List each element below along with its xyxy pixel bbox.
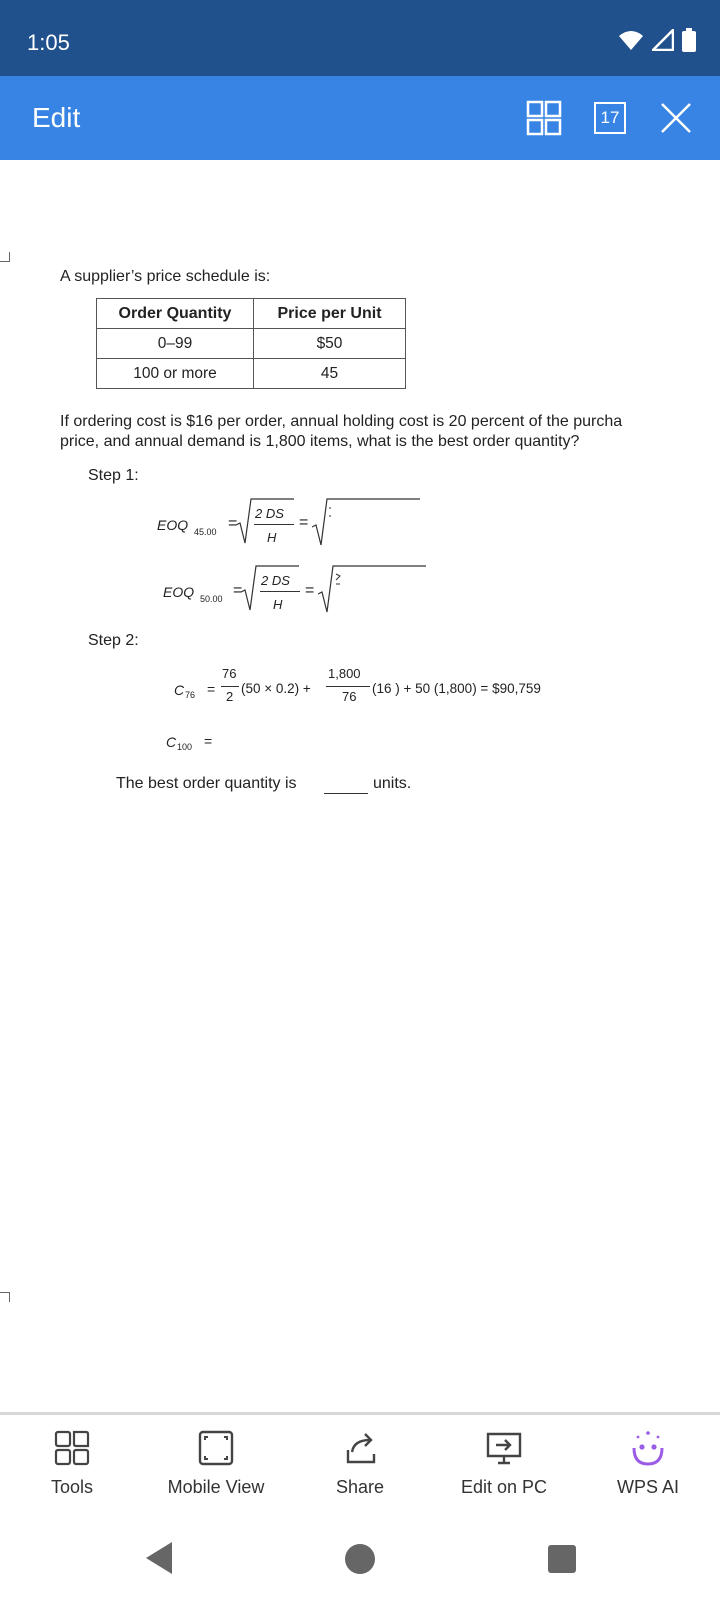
answer-suffix: units. [373,775,412,792]
fraction-numerator: 1,800 [328,666,361,681]
fraction-bar [221,686,239,687]
fraction-denominator: H [267,530,277,545]
equals-sign: = [305,582,315,599]
tools-button[interactable] [12,1425,132,1498]
question-line-2: price, and annual demand is 1,800 items, what is the best order quantity? [60,433,580,450]
mobile-view-icon [196,1428,236,1468]
page-corner-mark [0,1292,10,1302]
share-button[interactable] [300,1425,420,1498]
status-icons [618,28,696,52]
table-cell: $50 [254,329,406,359]
system-navigation-bar [0,1515,720,1600]
equals-sign: = [233,582,243,599]
edit-on-pc-icon [484,1428,524,1468]
equals-sign: = [299,514,309,531]
step1-label: Step 1: [88,467,139,484]
table-row [97,359,406,389]
mobile-view-label: Mobile View [167,1477,265,1497]
status-bar [0,0,720,76]
eoq-subscript: 50.00 [200,594,223,604]
mobile-view-button[interactable] [156,1425,276,1498]
price-schedule-table [96,298,406,389]
header-price-per-unit: Price per Unit [254,299,406,329]
tools-grid-icon [52,1428,92,1468]
cost-subscript: 76 [185,690,196,700]
app-bar [0,76,720,160]
eoq-label: EOQ [157,517,189,533]
fraction-denominator: 76 [342,689,357,704]
answer-prefix: The best order quantity is [116,775,297,792]
wps-ai-label: WPS AI [616,1477,679,1497]
status-time: 1:05 [27,30,70,55]
step2-label: Step 2: [88,632,139,649]
page-count-button[interactable] [590,98,630,138]
fraction-denominator: H [273,597,283,612]
edit-on-pc-button[interactable] [444,1425,564,1498]
app-actions [524,98,696,138]
close-button[interactable] [656,98,696,138]
table-cell: 0–99 [97,329,254,359]
eoq-subscript: 45.00 [194,527,217,537]
fraction-numerator: 2 DS [255,506,284,521]
equation-tail: (16 ) + 50 (1,800) = $90,759 [372,681,541,696]
app-title: Edit [32,102,81,133]
fraction-bar [326,686,370,687]
signal-icon [652,29,674,51]
bottom-toolbar [0,1415,720,1515]
table-cell: 100 or more [97,359,254,389]
fraction-bar [254,524,294,525]
fraction-bar [260,591,300,592]
cost-label: C [174,682,185,698]
equals-sign: = [207,681,216,697]
cost-label: C [166,734,177,750]
table-row [97,329,406,359]
equation-middle: (50 × 0.2) + [241,681,311,696]
fraction-numerator: 2 DS [261,573,290,588]
grid-view-button[interactable] [524,98,564,138]
equals-sign: = [204,733,213,749]
tools-label: Tools [50,1477,94,1497]
equals-sign: = [228,515,238,532]
battery-icon [682,28,696,52]
answer-blank[interactable] [324,793,368,794]
table-cell: 45 [254,359,406,389]
close-icon [659,101,693,135]
edit-on-pc-label: Edit on PC [460,1477,548,1497]
sqrt-symbol [312,497,422,549]
page-count-badge: 17 [594,102,626,134]
grid-view-icon [526,100,562,136]
question-line-1: If ordering cost is $16 per order, annual holding cost is 20 percent of the purcha [60,413,623,430]
share-label: Share [335,1477,385,1497]
wps-ai-button[interactable] [588,1425,708,1498]
sqrt-symbol [318,564,428,616]
fraction-numerator: 76 [222,666,237,681]
wifi-icon [618,29,644,51]
home-icon[interactable] [344,1543,376,1575]
back-icon[interactable] [144,1541,174,1575]
fraction-denominator: 2 [226,689,234,704]
header-order-quantity: Order Quantity [97,299,254,329]
share-icon [340,1428,380,1468]
table-header-row [97,299,406,329]
wps-ai-icon [628,1428,668,1468]
sqrt-symbol [241,564,301,614]
cost-subscript: 100 [177,742,193,752]
sqrt-symbol [236,497,296,547]
page-corner-mark [0,252,10,262]
eoq-label: EOQ [163,584,195,600]
intro-text: A supplier’s price schedule is: [60,268,271,285]
recents-icon[interactable] [548,1545,576,1573]
